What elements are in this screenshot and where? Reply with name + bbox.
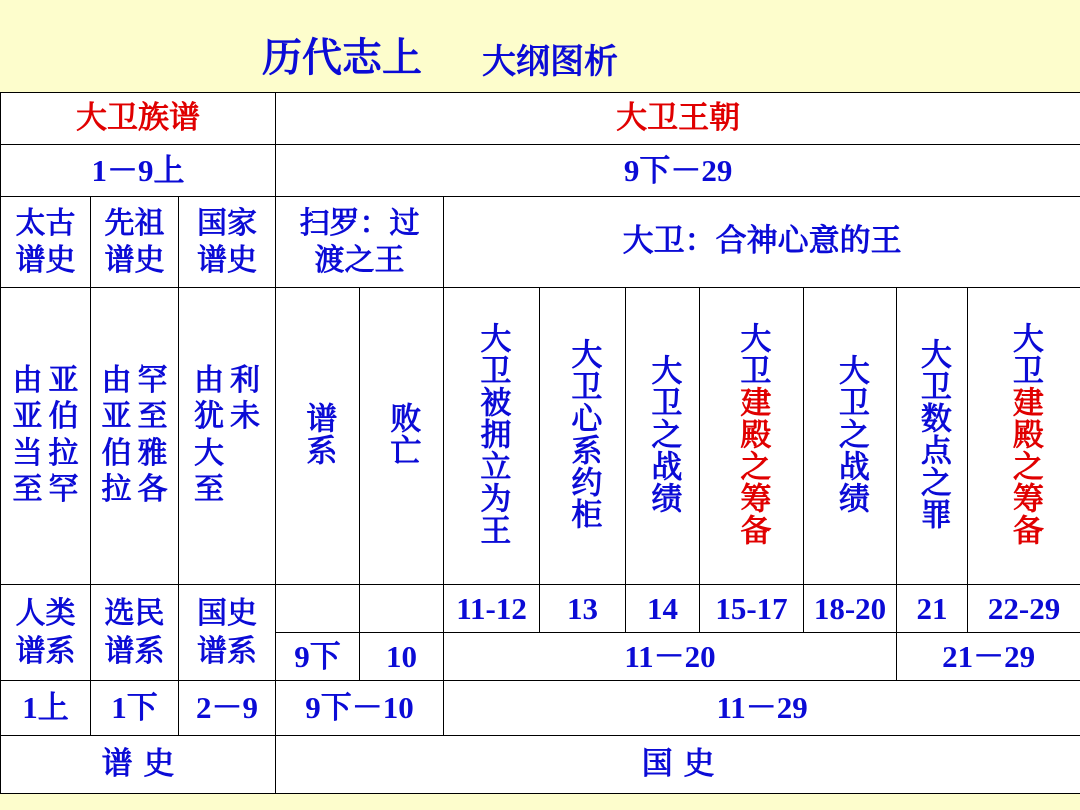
chapter-empty-a <box>276 585 360 633</box>
chapter-v2: 13 <box>540 585 626 633</box>
footer-national-history: 国 史 <box>276 735 1080 793</box>
section-ancestors <box>91 197 179 287</box>
detail-saul-genealogy <box>276 287 360 584</box>
genealogy-national-line2: 谱系 <box>197 633 258 669</box>
chapter-v1: 11-12 <box>444 585 540 633</box>
title-sub: 大纲图析 <box>482 42 618 82</box>
section-national <box>179 197 276 287</box>
genealogy-chosen-line2: 谱系 <box>104 633 165 669</box>
detail-ancient-char: 亚 <box>12 399 43 435</box>
detail-national <box>179 287 276 584</box>
detail-temple-prep-2 <box>968 287 1080 584</box>
detail-ancestors-char: 伯 <box>101 435 132 471</box>
genealogy-chosen-line1: 选民 <box>104 596 165 632</box>
detail-ancestors-char: 拉 <box>101 472 132 508</box>
detail-anointed-king-text: 大卫被拥立为王 <box>474 321 511 546</box>
detail-ancestors <box>91 287 179 584</box>
detail-ancient <box>1 287 91 584</box>
detail-ancestors-char: 雅 <box>137 435 168 471</box>
section-ancestors-line1: 先祖 <box>104 205 165 241</box>
detail-national-char: 未 <box>230 399 261 435</box>
chapter-empty-b <box>360 585 444 633</box>
detail-victories-2-text: 大卫之战绩 <box>832 353 869 514</box>
chapter-v3: 14 <box>626 585 700 633</box>
detail-national-char: 犹 <box>194 399 225 435</box>
section-ancient-line1: 太古 <box>15 205 76 241</box>
detail-victories-1-text: 大卫之战绩 <box>645 353 682 514</box>
detail-ancestors-char: 至 <box>137 399 168 435</box>
detail-ancestors-char: 亚 <box>101 399 132 435</box>
chapter-v6: 21 <box>897 585 968 633</box>
section-saul-line1: 扫罗：过 <box>299 205 420 241</box>
detail-ancient-char: 由 <box>12 362 43 398</box>
detail-ark-text: 大卫心系约柜 <box>565 337 602 530</box>
detail-temple-prep-2-name: 大卫 <box>1006 321 1043 386</box>
detail-national-char: 至 <box>194 472 225 508</box>
detail-ancient-char: 拉 <box>48 435 79 471</box>
detail-victories-2 <box>804 287 897 584</box>
title-main: 历代志上 <box>262 35 422 81</box>
chapter-mid: 11－20 <box>444 633 897 681</box>
section-national-line2: 谱史 <box>197 243 258 279</box>
detail-national-char <box>230 437 260 472</box>
outline-table <box>0 92 1080 794</box>
chapter-saul-a: 9下 <box>276 633 360 681</box>
detail-anointed-king <box>444 287 540 584</box>
detail-saul-genealogy-text: 谱系 <box>300 401 337 466</box>
detail-ancient-char: 罕 <box>48 472 79 508</box>
detail-ancestors-char: 由 <box>101 362 132 398</box>
detail-ancient-char: 当 <box>12 435 43 471</box>
section-ancient <box>1 197 91 287</box>
detail-victories-1 <box>626 287 700 584</box>
detail-census-sin-text: 大卫数点之罪 <box>914 337 951 530</box>
genealogy-national-line1: 国史 <box>197 596 258 632</box>
range-c3: 2－9 <box>179 681 276 735</box>
section-national-line1: 国家 <box>197 205 258 241</box>
detail-ancestors-char: 各 <box>137 472 168 508</box>
section-saul-line2: 渡之王 <box>314 243 405 279</box>
range-c2: 1下 <box>91 681 179 735</box>
genealogy-humanity-line1: 人类 <box>15 596 76 632</box>
detail-national-char: 利 <box>230 362 261 398</box>
detail-ancestors-char: 罕 <box>137 362 168 398</box>
genealogy-chosen <box>91 585 179 681</box>
header-david-genealogy: 大卫族谱 <box>1 93 276 145</box>
range-david: 11－29 <box>444 681 1080 735</box>
detail-ancient-char: 亚 <box>48 362 79 398</box>
chapter-v7: 22-29 <box>968 585 1080 633</box>
range-saul: 9下－10 <box>276 681 444 735</box>
detail-ancient-char: 伯 <box>48 399 79 435</box>
detail-temple-prep-2-text: 建殿之筹备 <box>1006 385 1043 546</box>
detail-ancient-char: 至 <box>12 472 43 508</box>
genealogy-humanity <box>1 585 91 681</box>
header-right-range: 9下－29 <box>276 145 1080 197</box>
genealogy-humanity-line2: 谱系 <box>15 633 76 669</box>
detail-national-char: 由 <box>194 362 225 398</box>
chapter-end: 21－29 <box>897 633 1080 681</box>
detail-saul-fall-text: 败亡 <box>384 401 421 466</box>
range-c1: 1上 <box>1 681 91 735</box>
section-ancient-line2: 谱史 <box>15 243 76 279</box>
chapter-v5: 18-20 <box>804 585 897 633</box>
header-left-range: 1－9上 <box>1 145 276 197</box>
section-saul <box>276 197 444 287</box>
header-david-dynasty: 大卫王朝 <box>276 93 1080 145</box>
detail-temple-prep-1-text: 建殿之筹备 <box>734 385 771 546</box>
detail-temple-prep-1-name: 大卫 <box>734 321 771 386</box>
chapter-v4: 15-17 <box>700 585 804 633</box>
section-david: 大卫：合神心意的王 <box>444 197 1080 287</box>
chapter-saul-b: 10 <box>360 633 444 681</box>
detail-national-char <box>230 473 260 508</box>
detail-ark <box>540 287 626 584</box>
footer-genealogy-history: 谱 史 <box>1 735 276 793</box>
detail-saul-fall <box>360 287 444 584</box>
genealogy-national <box>179 585 276 681</box>
detail-temple-prep-1 <box>700 287 804 584</box>
detail-national-char: 大 <box>194 435 225 471</box>
detail-census-sin <box>897 287 968 584</box>
section-ancestors-line2: 谱史 <box>104 243 165 279</box>
